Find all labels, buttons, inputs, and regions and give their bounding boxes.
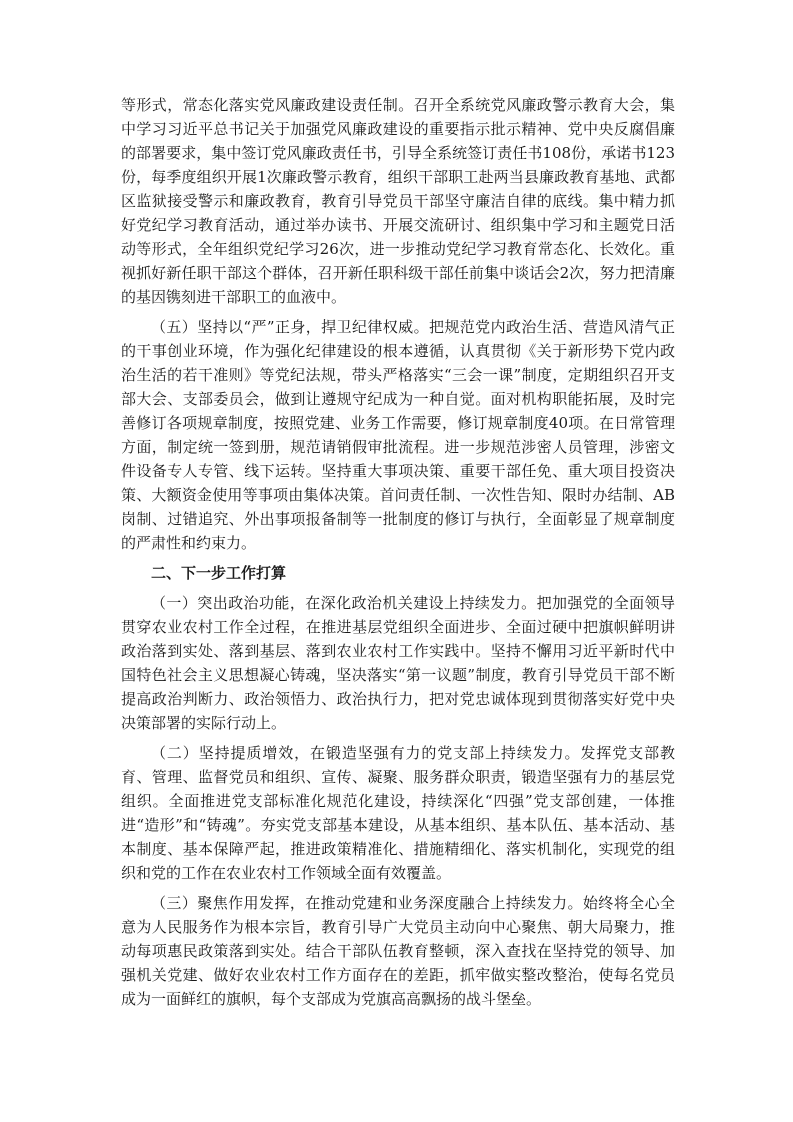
section-heading-next-steps: 二、下一步工作打算 xyxy=(151,564,287,582)
paragraph-next-step-3: （三）聚焦作用发挥，在推动党建和业务深度融合上持续发力。始终将全心全意为人民服务作为根本宗旨，教育引导广大党员主动向中心聚焦、朝大局聚力，推动每项惠民政策落到实处。结合干部队伍教育整顿，深入查找在坚持党的领导、加强机关党建、做好农业农村工作方面存在的差距，抓牢做实整改整治，使每名党员成为一面鲜红的旗帜，每个支部成为党旗高高飘扬的战斗堡垒。 xyxy=(121,894,675,1008)
paragraph-continuation: 等形式，常态化落实党风廉政建设责任制。召开全系统党风廉政警示教育大会，集中学习习近平总书记关于加强党风廉政建设的重要指示批示精神、党中央反腐倡廉的部署要求，集中签订党风廉政责任书，引导全系统签订责任书108份，承诺书123份，每季度组织开展1次廉政警示教育，组织干部职工赴两当县廉政教育基地、武都区监狱接受警示和廉政教育，教育引导党员干部坚守廉洁自律的底线。集中精力抓好党纪学习教育活动，通过举办读书、开展交流研讨、组织集中学习和主题党日活动等形式，全年组织党纪学习26次，进一步推动党纪学习教育常态化、长效化。重视抓好新任职干部这个群体，召开新任职科级干部任前集中谈话会2次，努力把清廉的基因镌刻进干部职工的血液中。 xyxy=(121,96,675,306)
paragraph-next-step-1: （一）突出政治功能，在深化政治机关建设上持续发力。把加强党的全面领导贯穿农业农村工作全过程，在推进基层党组织全面进步、全面过硬中把旗帜鲜明讲政治落到实处、落到基层、落到农业农村工作实践中。坚持不懈用习近平新时代中国特色社会主义思想凝心铸魂，坚决落实“第一议题”制度，教育引导党员干部不断提高政治判断力、政治领悟力、政治执行力，把对党忠诚体现到贯彻落实好党中央决策部署的实际行动上。 xyxy=(121,594,675,732)
paragraph-section-five: （五）坚持以“严”正身，捍卫纪律权威。把规范党内政治生活、营造风清气正的干事创业环境，作为强化纪律建设的根本遵循，认真贯彻《关于新形势下党内政治生活的若干准则》等党纪法规，带头严格落实“三会一课”制度，定期组织召开支部大会、支部委员会，做到让遵规守纪成为一种自觉。面对机构职能拓展，及时完善修订各项规章制度，按照党建、业务工作需要，修订规章制度40项。在日常管理方面，制定统一签到册，规范请销假审批流程。进一步规范涉密人员管理，涉密文件设备专人专管、线下运转。坚持重大事项决策、重要干部任免、重大项目投资决策、大额资金使用等事项由集体决策。首问责任制、一次性告知、限时办结制、AB岗制、过错追究、外出事项报备制等一批制度的修订与执行，全面彰显了规章制度的严肃性和约束力。 xyxy=(121,318,675,552)
document-body xyxy=(121,93,675,1017)
paragraph-next-step-2: （二）坚持提质增效，在锻造坚强有力的党支部上持续发力。发挥党支部教育、管理、监督党员和组织、宣传、凝聚、服务群众职责，锻造坚强有力的基层党组织。全面推进党支部标准化规范化建设，持续深化“四强”党支部创建，一体推进“造形”和“铸魂”。夯实党支部基本建设，从基本组织、基本队伍、基本活动、基本制度、基本保障严起，推进政策精准化、措施精细化、落实机制化，实现党的组织和党的工作在农业农村工作领域全面有效覆盖。 xyxy=(121,744,675,882)
